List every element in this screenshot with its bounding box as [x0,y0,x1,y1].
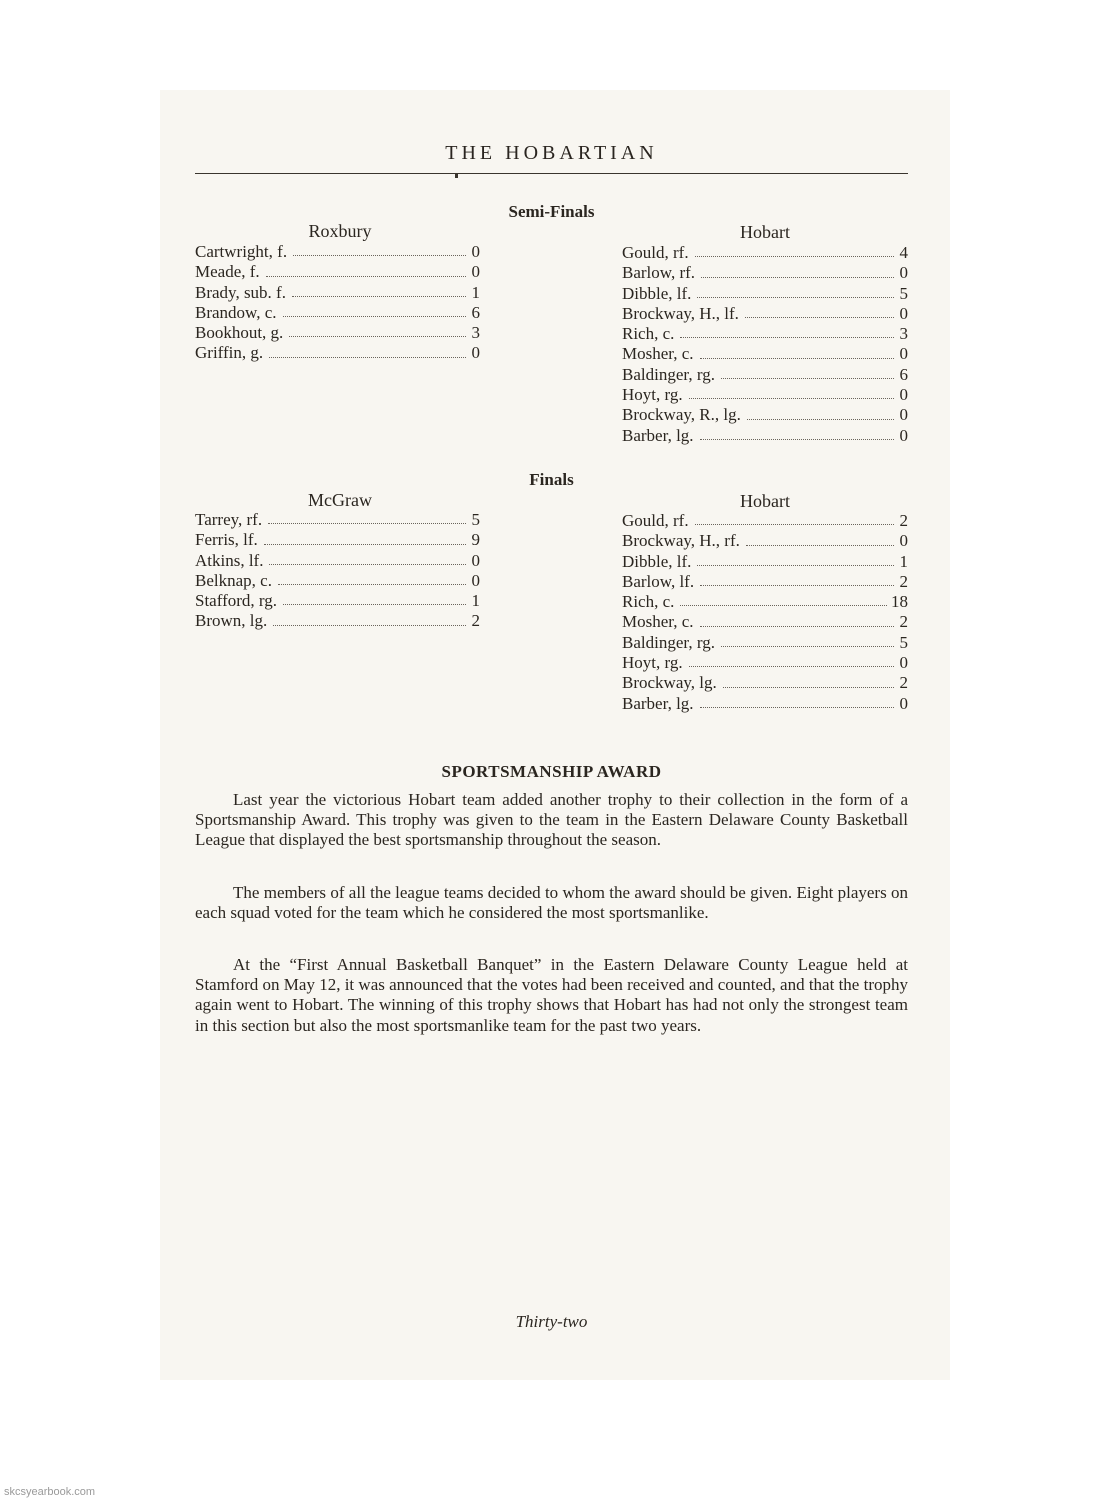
page-number: Thirty-two [515,1312,588,1331]
player-name: Mosher, c. [622,344,694,364]
player-points: 0 [471,262,480,282]
player-points: 0 [899,385,908,405]
roster-row [195,323,480,343]
dot-leader [289,336,466,337]
player-name: Barlow, lf. [622,571,695,591]
header-rule-mark [455,173,458,178]
player-points: 1 [471,282,480,302]
player-name: Dibble, lf. [622,283,692,303]
player-points: 3 [899,324,908,344]
dot-leader [283,316,466,317]
player-name: Brady, sub. f. [195,282,286,302]
player-name: Belknap, c. [195,570,272,590]
player-points: 2 [899,612,908,632]
dot-leader [700,439,894,440]
running-head: THE HOBARTIAN [445,142,658,164]
player-points: 0 [899,303,908,323]
roster-row [195,303,480,323]
finals-left-roster [195,510,480,632]
player-name: Meade, f. [195,262,260,282]
roster-row [622,344,908,364]
dot-leader [700,707,894,708]
player-name: Gould, rf. [622,243,689,262]
dot-leader [268,523,466,524]
roster-row [195,262,480,282]
player-name: Brandow, c. [195,302,277,322]
dot-leader [695,256,894,257]
player-points: 3 [471,323,480,343]
player-points: 0 [471,570,480,590]
player-points: 5 [899,283,908,303]
player-name: Brockway, H., lf. [622,303,739,323]
roster-row [622,633,908,653]
semi-finals-title: Semi-Finals [508,202,595,221]
dot-leader [697,297,894,298]
roster-row [622,284,908,304]
roster-row [195,530,480,550]
roster-row [622,243,908,263]
semi-finals-right-roster [622,243,908,446]
dot-leader [689,398,894,399]
roster-row [622,673,908,693]
player-name: Baldinger, rg. [622,364,715,384]
player-name: Barber, lg. [622,425,694,445]
player-points: 0 [471,343,480,363]
player-points: 1 [899,551,908,571]
dot-leader [695,524,894,525]
player-points: 2 [471,611,480,631]
roster-row [195,571,480,591]
player-points: 2 [899,511,908,530]
player-name: Gould, rf. [622,511,689,530]
roster-row [622,426,908,446]
player-points: 4 [899,243,908,262]
roster-row [195,510,480,530]
dot-leader [269,357,466,358]
finals-right-team-name: Hobart [740,491,790,511]
finals-right-roster [622,511,908,714]
player-points: 0 [899,425,908,445]
player-name: Atkins, lf. [195,550,264,570]
dot-leader [700,585,894,586]
dot-leader [264,544,466,545]
finals-left-team-name: McGraw [308,490,372,510]
player-points: 2 [899,673,908,693]
player-points: 0 [899,263,908,283]
player-name: Mosher, c. [622,612,694,632]
dot-leader [700,626,894,627]
roster-row [622,612,908,632]
roster-row [195,611,480,631]
player-name: Baldinger, rg. [622,632,715,652]
dot-leader [283,604,466,605]
player-name: Dibble, lf. [622,551,692,571]
dot-leader [273,625,466,626]
dot-leader [721,646,894,647]
dot-leader [269,564,466,565]
player-points: 0 [899,405,908,425]
semi-finals-left-team-name: Roxbury [308,221,372,241]
roster-row [622,572,908,592]
player-name: Hoyt, rg. [622,653,683,673]
roster-row [195,591,480,611]
player-name: Barlow, rf. [622,263,696,283]
player-name: Barber, lg. [622,693,694,713]
dot-leader [745,317,894,318]
player-name: Brown, lg. [195,611,268,631]
finals-title: Finals [529,470,574,489]
player-points: 6 [899,364,908,384]
player-points: 0 [899,531,908,551]
roster-row [622,385,908,405]
dot-leader [700,358,894,359]
player-points: 5 [899,632,908,652]
dot-leader [723,687,894,688]
player-points: 9 [471,530,480,550]
roster-row [622,324,908,344]
award-paragraph-3: At the “First Annual Basketball Banquet” in the Eastern Delaware County League held at Stamford on May 12, it was announced that the votes had been received and counted, and that the trophy again went to Hobart. The winning of this trophy shows that Hobart has had not only the strongest team in this section but also the most sportsmanlike team for the past two years. [195,955,908,1035]
dot-leader [689,666,894,667]
player-name: Tarrey, rf. [195,510,263,529]
player-name: Rich, c. [622,324,675,344]
player-name: Ferris, lf. [195,530,258,550]
award-paragraph-2: The members of all the league teams decided to whom the award should be given. Eight players on each squad voted for the team which he considered the most sportsmanlike. [195,883,908,923]
player-points: 18 [891,592,908,612]
roster-row [622,694,908,714]
player-name: Brockway, lg. [622,673,717,693]
player-points: 2 [899,571,908,591]
player-name: Griffin, g. [195,343,264,363]
award-heading: SPORTSMANSHIP AWARD [441,762,662,781]
roster-row [622,511,908,531]
semi-finals-right-team-name: Hobart [740,222,790,242]
roster-row [622,592,908,612]
roster-row [622,552,908,572]
player-name: Stafford, rg. [195,591,278,611]
player-name: Brockway, H., rf. [622,531,740,551]
header-rule [195,173,908,174]
player-name: Hoyt, rg. [622,385,683,405]
roster-row [195,283,480,303]
dot-leader [701,277,894,278]
player-name: Cartwright, f. [195,242,288,261]
dot-leader [278,584,466,585]
dot-leader [680,605,887,606]
player-name: Rich, c. [622,592,675,612]
roster-row [195,551,480,571]
dot-leader [746,545,894,546]
dot-leader [293,255,466,256]
roster-row [622,405,908,425]
player-points: 0 [471,242,480,261]
dot-leader [266,276,466,277]
dot-leader [697,565,894,566]
roster-row [195,343,480,363]
player-name: Brockway, R., lg. [622,405,741,425]
award-paragraph-1: Last year the victorious Hobart team added another trophy to their collection in the form of a Sportsmanship Award. This trophy was given to the team in the Eastern Delaware County Basketball League that displayed the best sportsmanship throughout the season. [195,790,908,850]
roster-row [622,653,908,673]
player-points: 0 [899,653,908,673]
player-points: 0 [899,693,908,713]
player-points: 1 [471,591,480,611]
semi-finals-left-roster [195,242,480,364]
player-points: 0 [899,344,908,364]
watermark: skcsyearbook.com [4,1486,96,1498]
roster-row [622,304,908,324]
player-points: 0 [471,550,480,570]
player-points: 5 [471,510,480,529]
roster-row [195,242,480,262]
roster-row [622,365,908,385]
dot-leader [721,378,894,379]
dot-leader [747,419,894,420]
roster-row [622,531,908,551]
player-name: Bookhout, g. [195,323,284,343]
dot-leader [680,337,894,338]
dot-leader [292,296,466,297]
roster-row [622,263,908,283]
player-points: 6 [471,302,480,322]
